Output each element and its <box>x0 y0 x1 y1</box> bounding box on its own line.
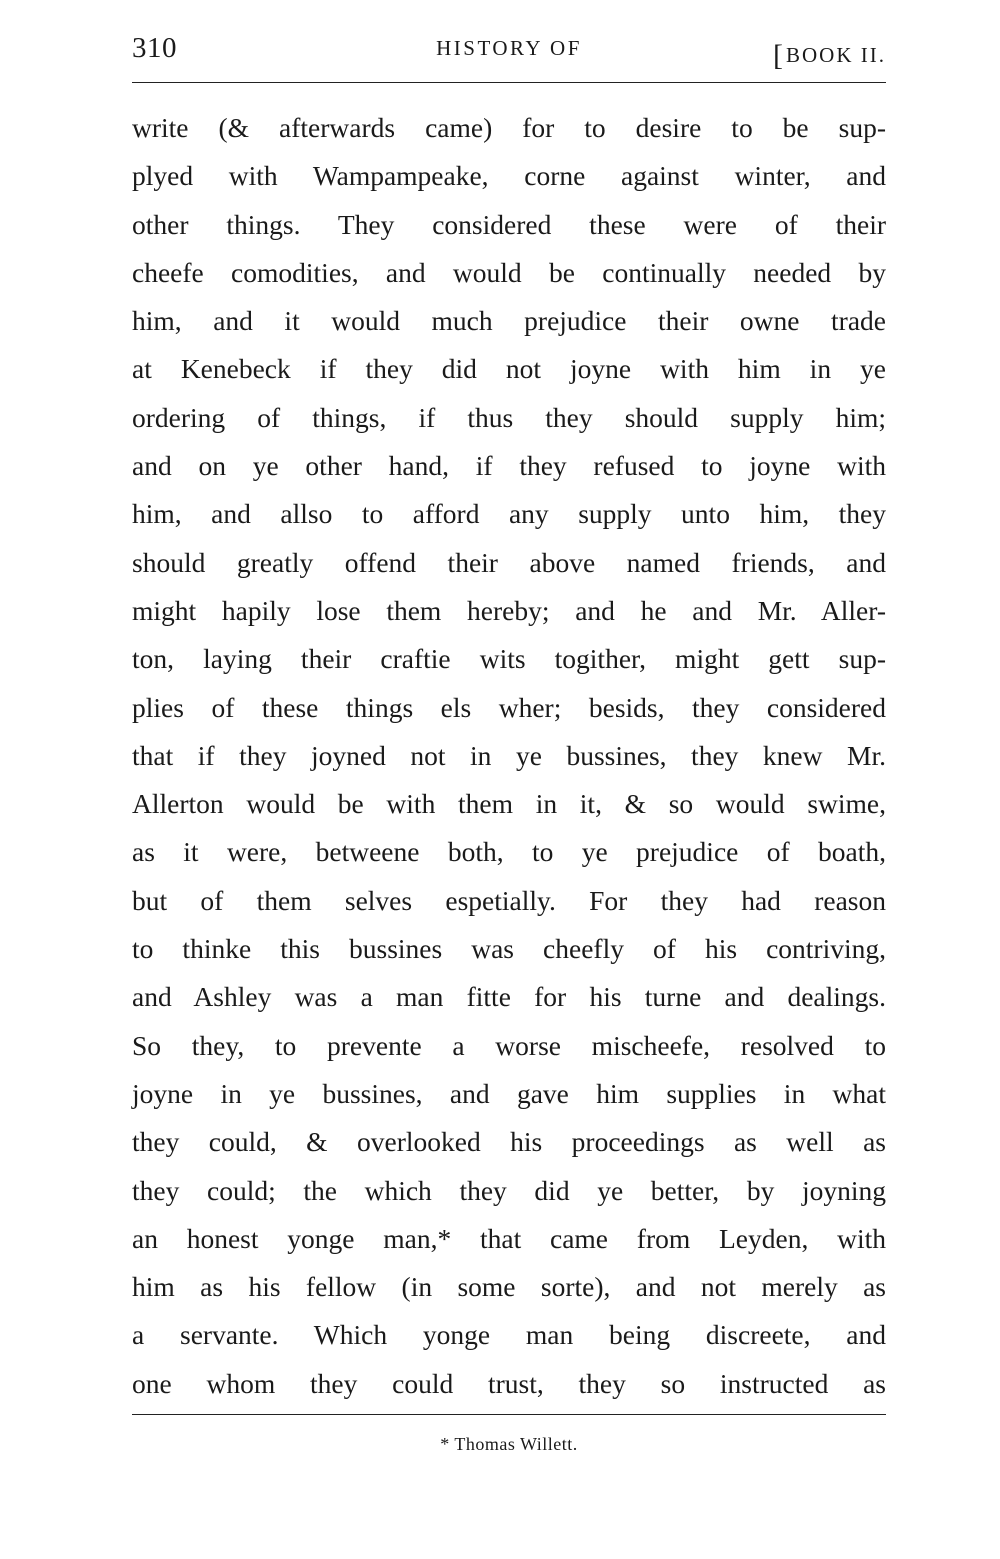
text-line: an honest yonge man,* that came from Leyden, with <box>132 1222 886 1254</box>
text-line: but of them selves espetially. For they had reason <box>132 884 886 916</box>
text-line: they could; the which they did ye better, by joyning <box>132 1174 886 1206</box>
text-line: ton, laying their craftie wits togither, might gett sup- <box>132 643 886 675</box>
text-line: a servante. Which yonge man being discreete, and <box>132 1319 886 1351</box>
text-line: ordering of things, if thus they should supply him; <box>132 401 886 433</box>
book-label <box>773 36 886 70</box>
body-text <box>132 104 886 1408</box>
text-line: write (& afterwards came) for to desire to be sup- <box>132 112 886 143</box>
text-line: plyed with Wampampeake, corne against winter, and <box>132 160 886 192</box>
text-line: they could, & overlooked his proceedings as well as <box>132 1126 886 1158</box>
page-number: 310 <box>132 32 177 64</box>
text-line: So they, to prevente a worse mischeefe, resolved to <box>132 1029 886 1061</box>
footnote: * Thomas Willett. <box>440 1434 578 1454</box>
text-line: him, and allso to afford any supply unto him, they <box>132 498 886 530</box>
book-label-text: BOOK II. <box>786 43 886 67</box>
text-line: Allerton would be with them in it, & so would swime, <box>132 788 886 820</box>
book-label-bracket: [ <box>773 39 785 72</box>
text-line: and Ashley was a man fitte for his turne and dealings. <box>132 981 886 1013</box>
text-line: him as his fellow (in some sorte), and not merely as <box>132 1271 886 1303</box>
header-rule <box>132 82 886 83</box>
text-line: to thinke this bussines was cheefly of his contriving, <box>132 933 886 965</box>
text-line: joyne in ye bussines, and gave him supplies in what <box>132 1077 886 1109</box>
text-line: plies of these things els wher; besids, they considered <box>132 691 886 723</box>
text-line: as it were, betweene both, to ye prejudice of boath, <box>132 836 886 868</box>
text-line: at Kenebeck if they did not joyne with him in ye <box>132 353 886 385</box>
running-head <box>132 28 886 72</box>
text-line: other things. They considered these were of their <box>132 208 886 240</box>
text-line: him, and it would much prejudice their owne trade <box>132 305 886 337</box>
text-line: and on ye other hand, if they refused to joyne with <box>132 450 886 482</box>
running-title: HISTORY OF <box>436 36 582 60</box>
text-line: one whom they could trust, they so instructed as <box>132 1367 886 1399</box>
text-line: might hapily lose them hereby; and he and Mr. Aller- <box>132 594 886 626</box>
text-line: should greatly offend their above named friends, and <box>132 546 886 578</box>
text-line: cheefe comodities, and would be continually needed by <box>132 256 886 288</box>
footnote-rule <box>132 1414 886 1415</box>
text-line: that if they joyned not in ye bussines, they knew Mr. <box>132 739 886 771</box>
